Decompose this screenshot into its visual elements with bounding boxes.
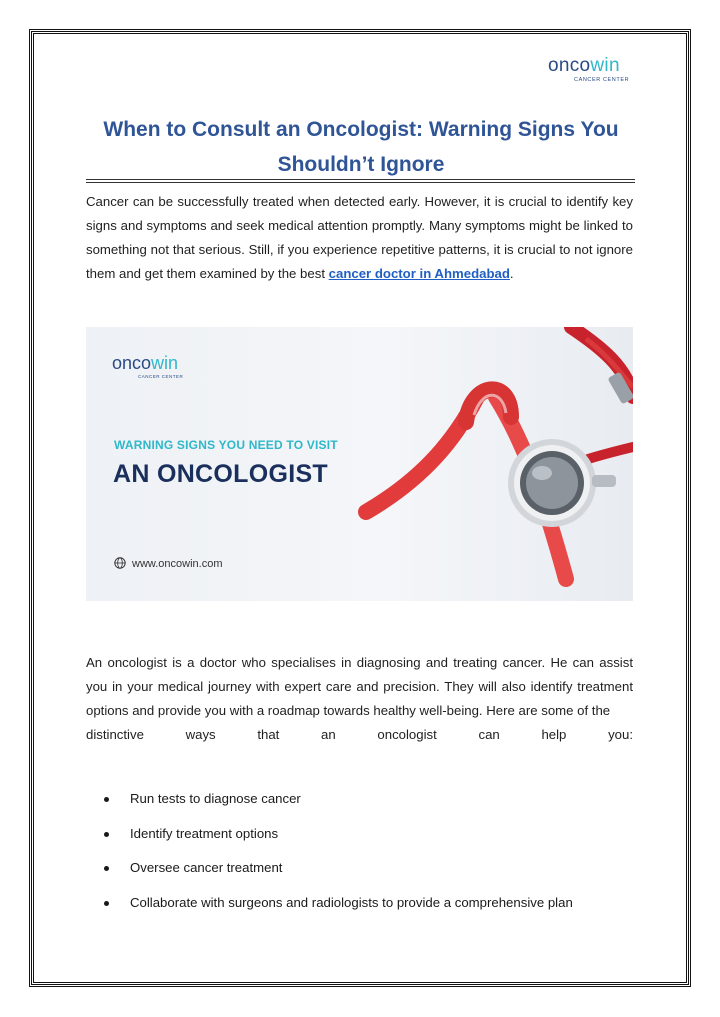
- oncologist-paragraph: [86, 651, 633, 747]
- article-title: When to Consult an Oncologist: Warning Signs You Shouldn’t Ignore: [103, 118, 619, 176]
- ribbon-stethoscope-illustration: [346, 327, 633, 601]
- banner-logo-sub: CANCER CENTER: [138, 374, 184, 379]
- banner-logo-b: win: [151, 353, 179, 373]
- banner-subtitle: WARNING SIGNS YOU NEED TO VISIT: [114, 438, 338, 452]
- banner-logo: [112, 353, 183, 379]
- list-item-text: Identify treatment options: [130, 825, 279, 841]
- list-item-text: Collaborate with surgeons and radiologists to provide a comprehensive plan: [130, 895, 573, 911]
- banner-image: [86, 327, 633, 601]
- list-item: [86, 856, 633, 891]
- intro-paragraph: [86, 190, 633, 286]
- banner-headline: AN ONCOLOGIST: [113, 460, 329, 488]
- bullet-icon: [104, 866, 109, 871]
- oncologist-text-last-line: distinctive ways that an oncologist can help you:: [86, 727, 633, 742]
- globe-icon: [114, 557, 126, 569]
- banner-website: [114, 557, 222, 570]
- help-list: [86, 787, 633, 926]
- title-rule-bottom: [86, 182, 635, 183]
- list-item: [86, 822, 633, 857]
- bullet-icon: [104, 797, 109, 802]
- oncologist-text: An oncologist is a doctor who specialises in diagnosing and treating cancer. He can assist you in your medical journey with expert care and precision. They will also identify treatment options and provide you with a roadmap towards healthy well-being. Here are some of the: [86, 655, 633, 718]
- banner-website-text: www.oncowin.com: [132, 558, 223, 570]
- list-item-text: Oversee cancer treatment: [130, 860, 283, 876]
- oncowin-logo: [548, 56, 638, 86]
- bullet-icon: [104, 901, 109, 906]
- logo-text-a: onco: [548, 55, 591, 76]
- intro-end: .: [509, 266, 514, 281]
- bullet-icon: [104, 832, 109, 837]
- list-item: [86, 787, 633, 822]
- banner-logo-a: onco: [112, 353, 152, 373]
- cancer-doctor-link[interactable]: cancer doctor in Ahmedabad: [328, 266, 510, 281]
- intro-text: Cancer can be successfully treated when detected early. However, it is crucial to identify key signs and symptoms and seek medical attention promptly. Many symptoms might be linked to something not that serious. Still, if you experience repetitive patterns, it is crucial to not ignore them and get them examined by the best: [86, 194, 633, 281]
- list-item: [86, 891, 633, 926]
- logo-text-b: win: [590, 55, 620, 76]
- title-rule-top: [86, 179, 635, 180]
- list-item-text: Run tests to diagnose cancer: [130, 791, 301, 806]
- logo-subtext: CANCER CENTER: [574, 77, 630, 83]
